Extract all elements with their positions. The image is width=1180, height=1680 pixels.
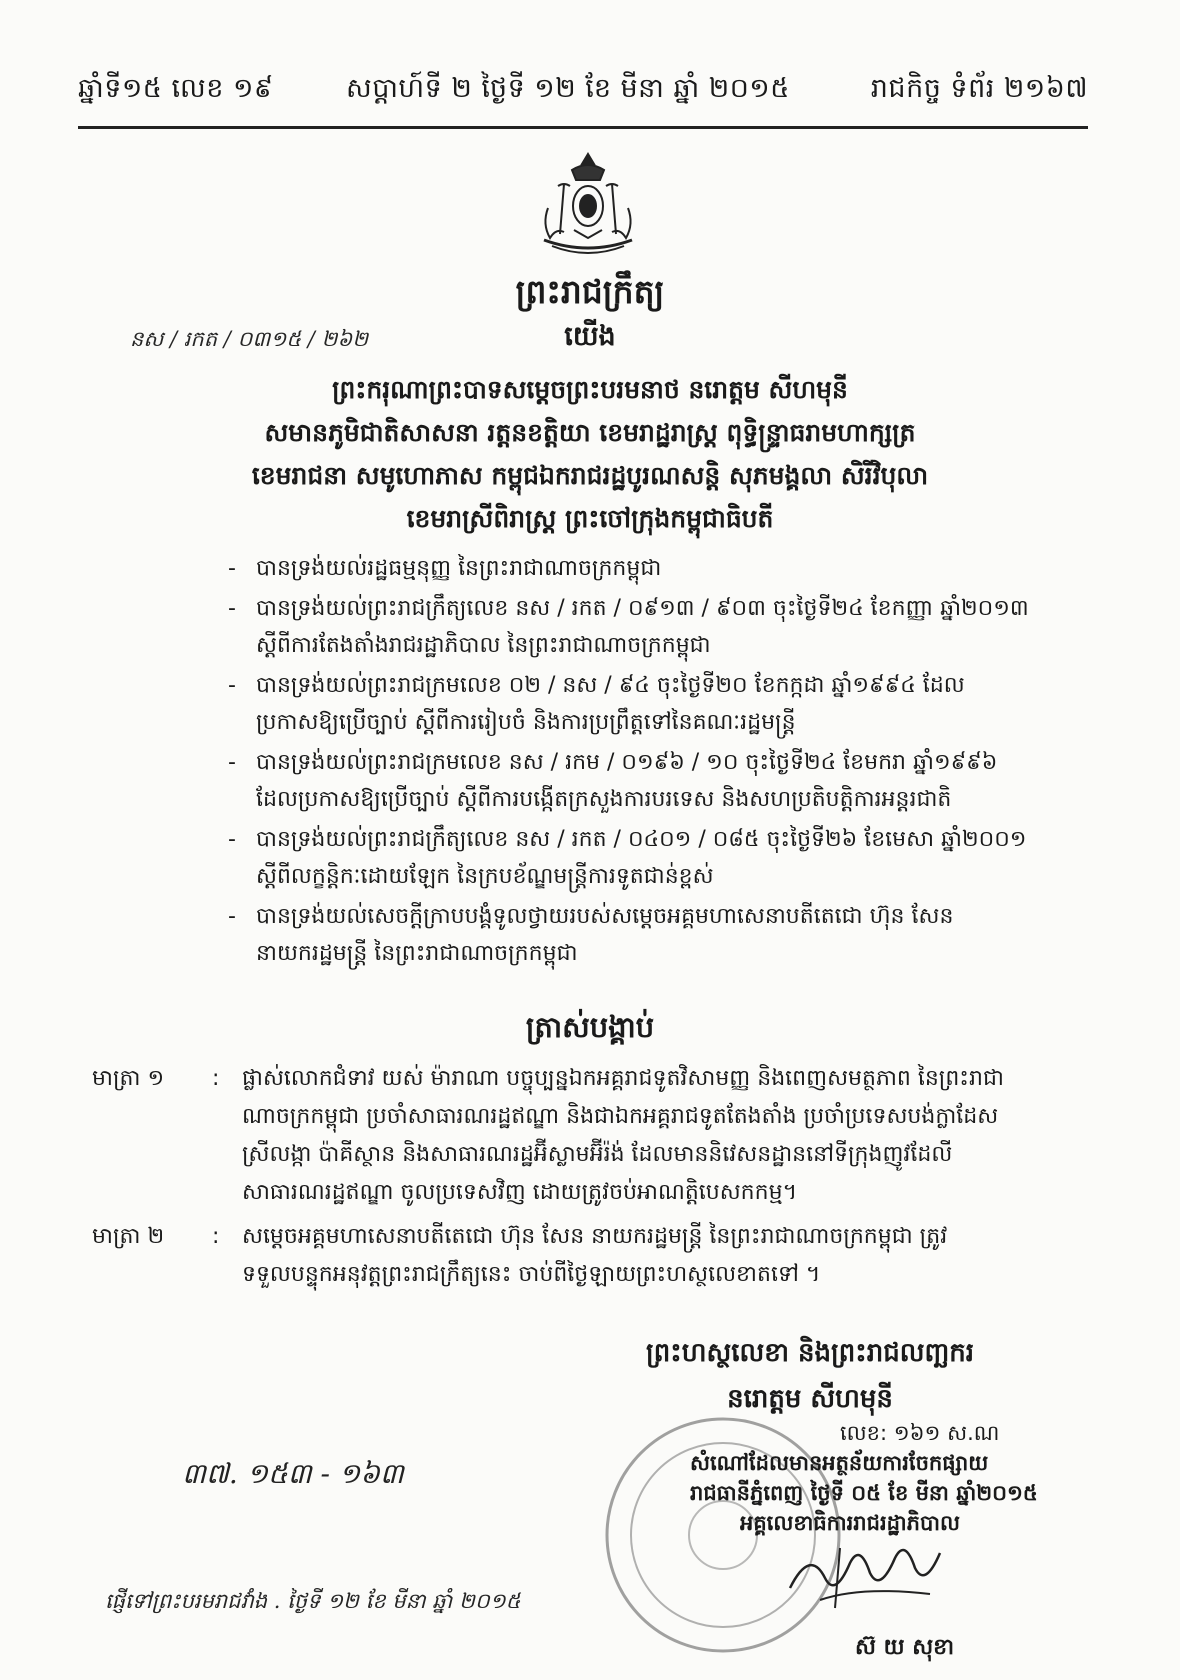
gazette-issue: ឆ្នាំទី១៥ លេខ ១៩ xyxy=(78,73,274,104)
article-line: ណាចក្រកម្ពុជា ប្រចាំសាធារណរដ្ឋឥណ្ឌា និងជាឯកអគ្គរាជទូតតែងតាំង ប្រចាំប្រទេសបង់ក្លាដែស xyxy=(242,1104,999,1129)
header-rule xyxy=(78,126,1088,129)
preamble-line: ស្តីពីការតែងតាំងរាជរដ្ឋាភិបាល នៃព្រះរាជាណាចក្រកម្ពុជា xyxy=(256,633,711,658)
dash-marker: - xyxy=(228,750,236,775)
preamble-line: បានទ្រង់យល់ព្រះរាជក្រឹត្យលេខ នស / រកត / ០៩១៣ / ៩០៣ ចុះថ្ងៃទី២៤ ខែកញ្ញា ឆ្នាំ២០១៣ xyxy=(256,596,1029,621)
article-label: មាត្រា ១ xyxy=(92,1066,165,1091)
royal-arms-emblem-icon xyxy=(528,150,648,262)
preamble-list xyxy=(228,550,1093,975)
article-label: មាត្រា ២ xyxy=(92,1224,165,1249)
preamble-item xyxy=(228,821,1093,895)
preamble-line: បានទ្រង់យល់សេចក្តីក្រាបបង្គំទូលថ្វាយរបស់សម្តេចអគ្គមហាសេនាបតីតេជោ ហ៊ុន សែន xyxy=(256,904,954,929)
articles xyxy=(92,1060,1097,1300)
gazette-date: សប្តាហ៍ទី ២ ថ្ងៃទី ១២ ខែ មីនា ឆ្នាំ ២០១៥ xyxy=(346,73,790,104)
king-title-line: ខេមរាជនា សមូហោភាស កម្ពុជឯករាជរដ្ឋបូរណសន្តិ សុភមង្គលា សិរីវិបុលា xyxy=(251,461,929,490)
dash-marker: - xyxy=(228,556,236,581)
preamble-item xyxy=(228,667,1093,741)
handwritten-signature-icon xyxy=(780,1528,950,1618)
preamble-line: ប្រកាសឱ្យប្រើច្បាប់ ស្តីពីការរៀបចំ និងការប្រព្រឹត្តទៅនៃគណៈរដ្ឋមន្ត្រី xyxy=(256,710,796,735)
sent-line: ផ្ញើទៅព្រះបរមរាជវាំង . ថ្ងៃទី ១២ ខែ មីនា ឆ្នាំ ២០១៥ xyxy=(105,1589,521,1613)
gazette-header xyxy=(78,72,1088,112)
preamble-item xyxy=(228,590,1093,664)
dash-marker: - xyxy=(228,596,236,621)
preamble-line: បានទ្រង់យល់ព្រះរាជក្រមលេខ នស / រកម / ០១៩៦ / ១០ ចុះថ្ងៃទី២៤ ខែមករា ឆ្នាំ១៩៩៦ xyxy=(256,750,998,775)
preamble-line: ដែលប្រកាសឱ្យប្រើច្បាប់ ស្តីពីការបង្កើតក្រសួងការបរទេស និងសហប្រតិបត្តិការអន្តរជាតិ xyxy=(256,787,952,812)
dash-marker: - xyxy=(228,904,236,929)
article-line: សម្តេចអគ្គមហាសេនាបតីតេជោ ហ៊ុន សែន នាយករដ្ឋមន្ត្រី នៃព្រះរាជាណាចក្រកម្ពុជា ត្រូវ xyxy=(242,1224,948,1249)
king-titles xyxy=(0,368,1180,540)
preamble-item xyxy=(228,744,1093,818)
document-title: ព្រះរាជក្រឹត្យ xyxy=(515,272,665,311)
preamble-line: បានទ្រង់យល់ព្រះរាជក្រមលេខ ០២ / នស / ៩៤ ចុះថ្ងៃទី២០ ខែកក្កដា ឆ្នាំ១៩៩៤ ដែល xyxy=(256,673,965,698)
preamble-item xyxy=(228,898,1093,972)
reference-number: នស / រកត / ០៣១៥ / ២៦២ xyxy=(130,327,369,351)
document-subtitle: យើង xyxy=(564,321,616,352)
dash-marker: - xyxy=(228,827,236,852)
stamp-line: អគ្គលេខាធិការរាជរដ្ឋាភិបាល xyxy=(740,1511,960,1535)
article-line: ទទួលបន្ទុកអនុវត្តព្រះរាជក្រឹត្យនេះ ចាប់ពីថ្ងៃឡាយព្រះហស្ថលេខាតទៅ ។ xyxy=(242,1262,821,1287)
article-1 xyxy=(92,1060,1097,1212)
king-title-line: សមានភូមិជាតិសាសនា រត្តនខត្តិយា ខេមរាដ្ឋរាស្ត្រ ពុទ្ធិន្ទ្រាធរាមហាក្សត្រ xyxy=(264,418,916,447)
king-title-line: ខេមរាស្រីពិរាស្ត្រ ព្រះចៅក្រុងកម្ពុជាធិបតី xyxy=(406,504,774,533)
dash-marker: - xyxy=(228,673,236,698)
article-2 xyxy=(92,1218,1097,1294)
article-line: ស្រីលង្កា ប៉ាគីស្ថាន និងសាធារណរដ្ឋអ៊ីស្លាមអ៊ីរ៉ង់ ដែលមាននិវេសនដ្ឋាននៅទីក្រុងញូវដែលី xyxy=(242,1142,953,1167)
stamp-line: រាជធានីភ្នំពេញ ថ្ងៃទី ០៥ ខែ មីនា ឆ្នាំ២០១៥ xyxy=(690,1481,1038,1505)
decision-heading: ត្រាស់បង្គាប់ xyxy=(525,1010,655,1044)
certification-stamp-text xyxy=(690,1418,1110,1538)
preamble-line: បានទ្រង់យល់ព្រះរាជក្រឹត្យលេខ នស / រកត / ០៤០១ / ០៨៥ ចុះថ្ងៃទី២៦ ខែមេសា ឆ្នាំ២០០១ xyxy=(256,827,1027,852)
preamble-line: បានទ្រង់យល់រដ្ឋធម្មនុញ្ញ នៃព្រះរាជាណាចក្រកម្ពុជា xyxy=(256,556,662,581)
article-colon: : xyxy=(212,1224,220,1249)
stamp-line: សំណៅដែលមានអត្ថន័យការចែកផ្សាយ xyxy=(690,1451,989,1475)
preamble-line: ស្តីពីលក្ខន្តិកៈដោយឡែក នៃក្របខ័ណ្ឌមន្ត្រីការទូតជាន់ខ្ពស់ xyxy=(256,864,714,889)
royal-signature-name: នរោត្តម សីហមុនី xyxy=(727,1384,893,1414)
preamble-item xyxy=(228,550,1093,587)
stamp-number: លេខ: ១៦១ ស.ណ xyxy=(840,1421,1000,1445)
article-colon: : xyxy=(212,1066,220,1091)
gazette-page-number: រាជកិច្ច ទំព័រ ២១៦៧ xyxy=(870,73,1088,104)
article-line: ផ្លាស់លោកជំទាវ យស់ ម៉ារាណា បច្ចុប្បន្នឯកអគ្គរាជទូតវិសាមញ្ញ និងពេញសមត្ថភាព នៃព្រះរាជា xyxy=(242,1066,1004,1091)
handwritten-note: ៣៧. ១៥៣ - ១៦៣ xyxy=(182,1457,404,1490)
signer-name: ស៊ យ សុខា xyxy=(855,1635,955,1660)
preamble-line: នាយករដ្ឋមន្ត្រី នៃព្រះរាជាណាចក្រកម្ពុជា xyxy=(256,941,578,966)
article-line: សាធារណរដ្ឋឥណ្ឌា ចូលប្រទេសវិញ ដោយត្រូវចប់អាណត្តិបេសកកម្ម។ xyxy=(242,1180,798,1205)
king-title-line: ព្រះករុណាព្រះបាទសម្តេចព្រះបរមនាថ នរោត្តម សីហមុនី xyxy=(332,375,848,404)
royal-signature-title: ព្រះហស្ថលេខា និងព្រះរាជលញ្ឆករ xyxy=(646,1338,974,1368)
